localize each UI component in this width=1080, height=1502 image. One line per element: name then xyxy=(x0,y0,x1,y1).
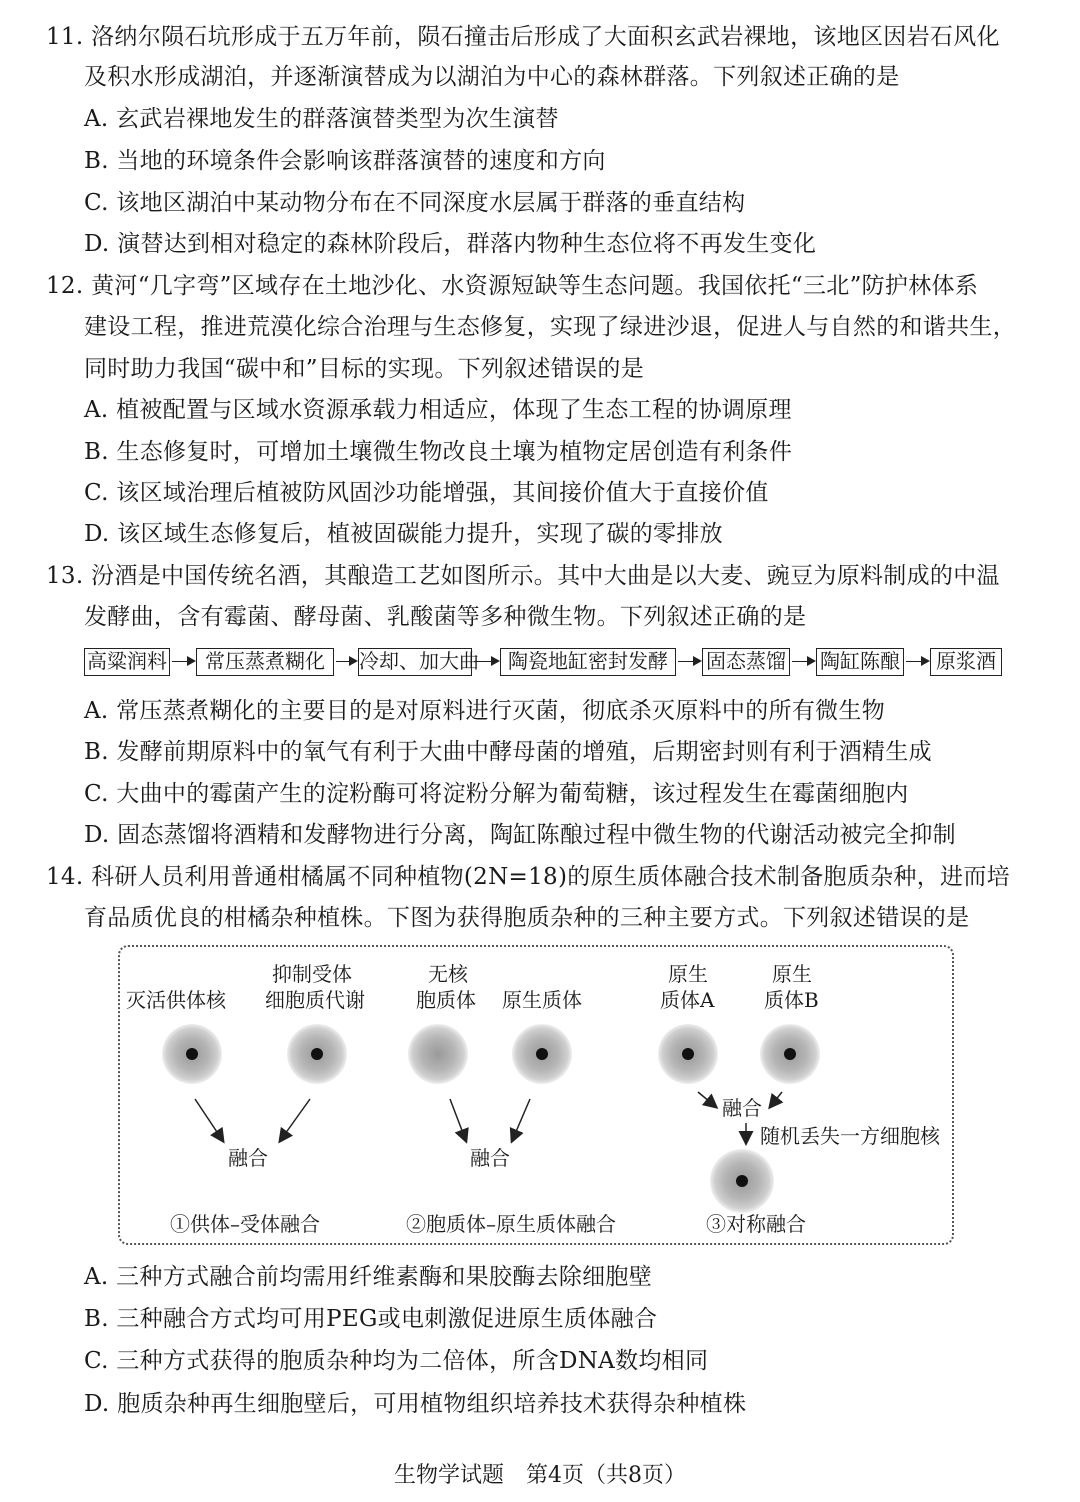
q13-stem-line-2: 发酵曲，含有霉菌、酵母菌、乳酸菌等多种微生物。下列叙述正确的是 xyxy=(84,604,807,630)
q12-option-b: B. 生态修复时，可增加土壤微生物改良土壤为植物定居创造有利条件 xyxy=(84,439,793,465)
q12-option-d: D. 该区域生态修复后，植被固碳能力提升，实现了碳的零排放 xyxy=(84,521,723,547)
label-fuse-1: 融合 xyxy=(228,1146,268,1170)
flow-arrow-3 xyxy=(474,661,498,662)
cell-cytoplast xyxy=(408,1024,468,1084)
q12-stem-line-1: 12. 黄河“几字弯”区域存在土地沙化、水资源短缺等生态问题。我国依托“三北”防护林体系 xyxy=(46,273,979,299)
q12-stem-line-2: 建设工程，推进荒漠化综合治理与生态修复，实现了绿进沙退，促进人与自然的和谐共生， xyxy=(84,314,1016,340)
q12-option-a: A. 植被配置与区域水资源承载力相适应，体现了生态工程的协调原理 xyxy=(84,397,792,423)
q11-option-a: A. 玄武岩裸地发生的群落演替类型为次生演替 xyxy=(84,106,559,132)
q14-stem-line-1: 14. 科研人员利用普通柑橘属不同种植物(2N=18)的原生质体融合技术制备胞质杂种，进而培 xyxy=(46,864,1010,890)
q14-option-d: D. 胞质杂种再生细胞壁后，可用植物组织培养技术获得杂种植株 xyxy=(84,1391,747,1417)
caption-donor-recipient-fusion: ①供体–受体融合 xyxy=(170,1212,320,1236)
q14-option-a: A. 三种方式融合前均需用纤维素酶和果胶酶去除细胞壁 xyxy=(84,1264,653,1290)
flow-step-7: 原浆酒 xyxy=(930,648,1002,676)
cell-protoplast-a xyxy=(658,1024,718,1084)
q13-option-b: B. 发酵前期原料中的氧气有利于大曲中酵母菌的增殖，后期密封则有利于酒精生成 xyxy=(84,739,932,765)
q11-stem-line-1: 11. 洛纳尔陨石坑形成于五万年前，陨石撞击后形成了大面积玄武岩裸地，该地区因岩石风化 xyxy=(46,24,1000,50)
q13-stem-line-1: 13. 汾酒是中国传统名酒，其酿造工艺如图所示。其中大曲是以大麦、豌豆为原料制成的中温 xyxy=(46,563,1000,589)
cell-hybrid xyxy=(710,1149,774,1213)
q12-option-c: C. 该区域治理后植被防风固沙功能增强，其间接价值大于直接价值 xyxy=(84,480,769,506)
q11-option-d: D. 演替达到相对稳定的森林阶段后，群落内物种生态位将不再发生变化 xyxy=(84,231,817,257)
protoplast-fusion-diagram xyxy=(118,945,954,1245)
q14-option-b: B. 三种融合方式均可用PEG或电刺激促进原生质体融合 xyxy=(84,1306,658,1332)
cell-donor xyxy=(162,1024,222,1084)
q14-option-c: C. 三种方式获得的胞质杂种均为二倍体，所含DNA数均相同 xyxy=(84,1348,709,1374)
page-footer: 生物学试题 第4页（共8页） xyxy=(394,1463,686,1488)
q13-option-c: C. 大曲中的霉菌产生的淀粉酶可将淀粉分解为葡萄糖，该过程发生在霉菌细胞内 xyxy=(84,781,909,807)
cell-protoplast xyxy=(512,1024,572,1084)
label-protoplast-a-l2: 质体A xyxy=(660,988,715,1012)
label-protoplast-a-l1: 原生 xyxy=(668,962,708,986)
label-inactivated-donor-nucleus: 灭活供体核 xyxy=(126,988,226,1012)
flow-step-2: 常压蒸煮糊化 xyxy=(196,648,334,676)
label-inhibit-recipient-l1: 抑制受体 xyxy=(272,962,352,986)
q13-option-d: D. 固态蒸馏将酒精和发酵物进行分离，陶缸陈酿过程中微生物的代谢活动被完全抑制 xyxy=(84,822,956,848)
caption-symmetric-fusion: ③对称融合 xyxy=(706,1212,806,1236)
label-protoplast: 原生质体 xyxy=(502,988,582,1012)
q12-stem-line-3: 同时助力我国“碳中和”目标的实现。下列叙述错误的是 xyxy=(84,356,645,382)
q14-stem-line-2: 育品质优良的柑橘杂种植株。下图为获得胞质杂种的三种主要方式。下列叙述错误的是 xyxy=(84,905,970,931)
flow-arrow-6 xyxy=(906,661,928,662)
flow-step-3: 冷却、加大曲 xyxy=(358,648,472,676)
label-fuse-2: 融合 xyxy=(470,1146,510,1170)
flow-step-5: 固态蒸馏 xyxy=(702,648,790,676)
flow-arrow-4 xyxy=(678,661,700,662)
q11-option-c: C. 该地区湖泊中某动物分布在不同深度水层属于群落的垂直结构 xyxy=(84,190,746,216)
flow-arrow-2 xyxy=(336,661,356,662)
label-fuse-3: 融合 xyxy=(722,1096,762,1120)
process-flowchart xyxy=(84,648,1034,678)
flow-arrow-5 xyxy=(792,661,814,662)
flow-step-1: 高粱润料 xyxy=(84,648,170,676)
flow-arrow-1 xyxy=(172,661,194,662)
label-anucleate-l1: 无核 xyxy=(428,962,468,986)
label-anucleate-l2: 胞质体 xyxy=(416,988,476,1012)
caption-cytoplast-protoplast-fusion: ②胞质体–原生质体融合 xyxy=(406,1212,616,1236)
label-lose-nucleus: 随机丢失一方细胞核 xyxy=(760,1124,940,1148)
flow-step-6: 陶缸陈酿 xyxy=(816,648,904,676)
cell-recipient xyxy=(287,1024,347,1084)
q11-stem-line-2: 及积水形成湖泊，并逐渐演替成为以湖泊为中心的森林群落。下列叙述正确的是 xyxy=(84,64,900,90)
label-inhibit-recipient-l2: 细胞质代谢 xyxy=(265,988,365,1012)
q11-option-b: B. 当地的环境条件会影响该群落演替的速度和方向 xyxy=(84,148,606,174)
q13-option-a: A. 常压蒸煮糊化的主要目的是对原料进行灭菌，彻底杀灭原料中的所有微生物 xyxy=(84,698,886,724)
label-protoplast-b-l2: 质体B xyxy=(764,988,819,1012)
label-protoplast-b-l1: 原生 xyxy=(772,962,812,986)
cell-protoplast-b xyxy=(760,1024,820,1084)
flow-step-4: 陶瓷地缸密封发酵 xyxy=(500,648,676,676)
